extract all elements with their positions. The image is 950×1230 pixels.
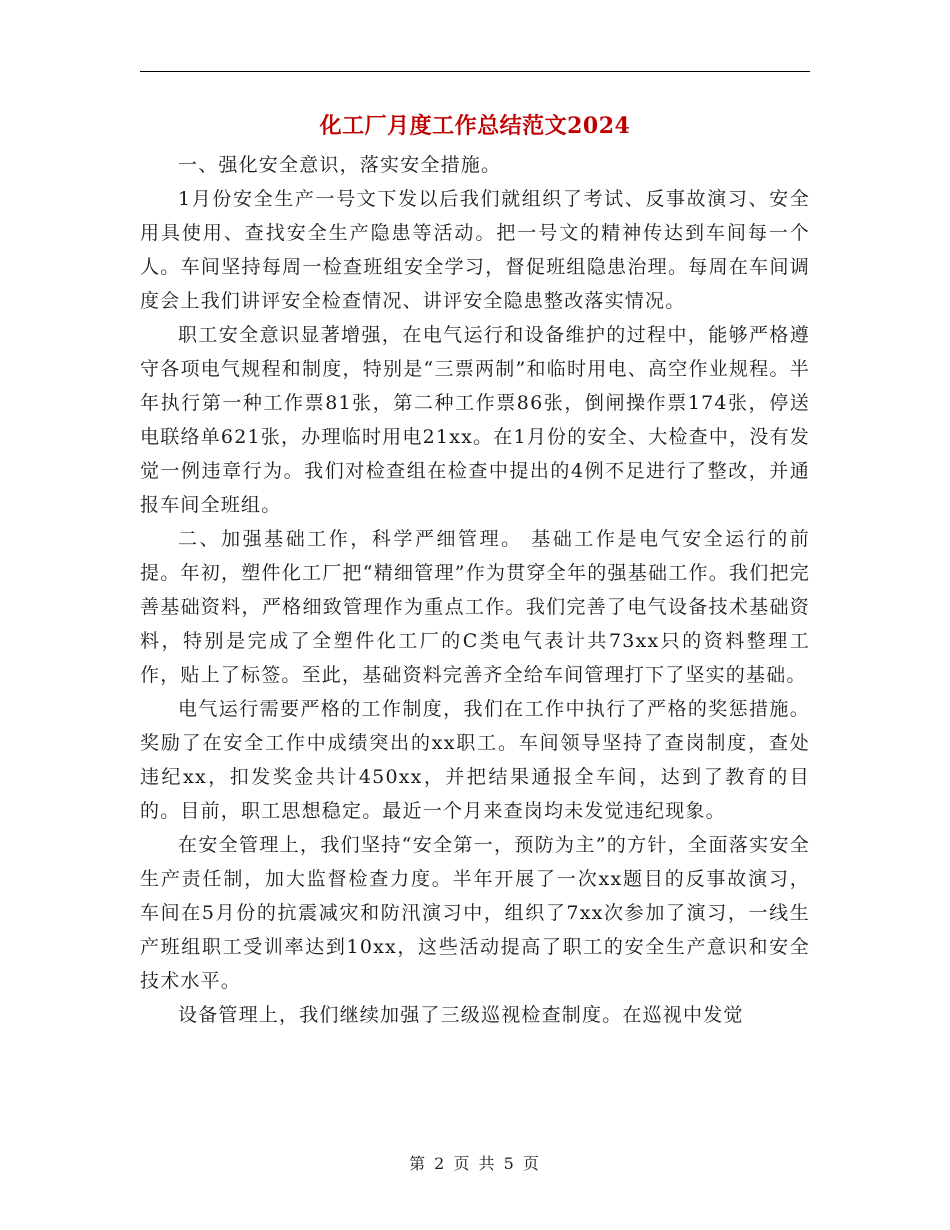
paragraph: 二、加强基础工作，科学严细管理。 基础工作是电气安全运行的前提。年初，塑件化工厂把“精细管理”作为贯穿全年的强基础工作。我们把完善基础资料，严格细致管理作为重点工作。我们完善了电气设备技术基础资料，特别是完成了全塑件化工厂的C类电气表计共73xx只的资料整理工作，贴上了标签。至此，基础资料完善齐全给车间管理打下了坚实的基础。 — [140, 528, 810, 686]
header-rule — [140, 71, 810, 72]
document-body — [140, 148, 810, 1032]
document-title: 化工厂月度工作总结范文2024 — [319, 113, 631, 139]
paragraph: 一、强化安全意识，落实安全措施。 — [178, 154, 502, 176]
paragraph: 1月份安全生产一号文下发以后我们就组织了考试、反事故演习、安全用具使用、查找安全生产隐患等活动。把一号文的精神传达到车间每一个人。车间坚持每周一检查班组安全学习，督促班组隐患治理。每周在车间调度会上我们讲评安全检查情况、讲评安全隐患整改落实情况。 — [140, 188, 810, 312]
paragraph: 职工安全意识显著增强，在电气运行和设备维护的过程中，能够严格遵守各项电气规程和制度，特别是“三票两制”和临时用电、高空作业规程。半年执行第一种工作票81张，第二种工作票86张，倒闸操作票174张，停送电联络单621张，办理临时用电21xx。在1月份的安全、大检查中，没有发觉一例违章行为。我们对检查组在检查中提出的4例不足进行了整改，并通报车间全班组。 — [140, 324, 810, 516]
page-number-footer: 第 2 页 共 5 页 — [409, 1154, 541, 1173]
paragraph: 电气运行需要严格的工作制度，我们在工作中执行了严格的奖惩措施。奖励了在安全工作中成绩突出的xx职工。车间领导坚持了查岗制度，查处违纪xx，扣发奖金共计450xx，并把结果通报全车间，达到了教育的目的。目前，职工思想稳定。最近一个月来查岗均未发觉违纪现象。 — [140, 698, 810, 822]
paragraph: 在安全管理上，我们坚持“安全第一，预防为主”的方针，全面落实安全生产责任制，加大监督检查力度。半年开展了一次xx题目的反事故演习，车间在5月份的抗震减灾和防汛演习中，组织了7xx次参加了演习，一线生产班组职工受训率达到10xx，这些活动提高了职工的安全生产意识和安全技术水平。 — [140, 834, 810, 992]
paragraph: 设备管理上，我们继续加强了三级巡视检查制度。在巡视中发觉 — [178, 1004, 744, 1026]
